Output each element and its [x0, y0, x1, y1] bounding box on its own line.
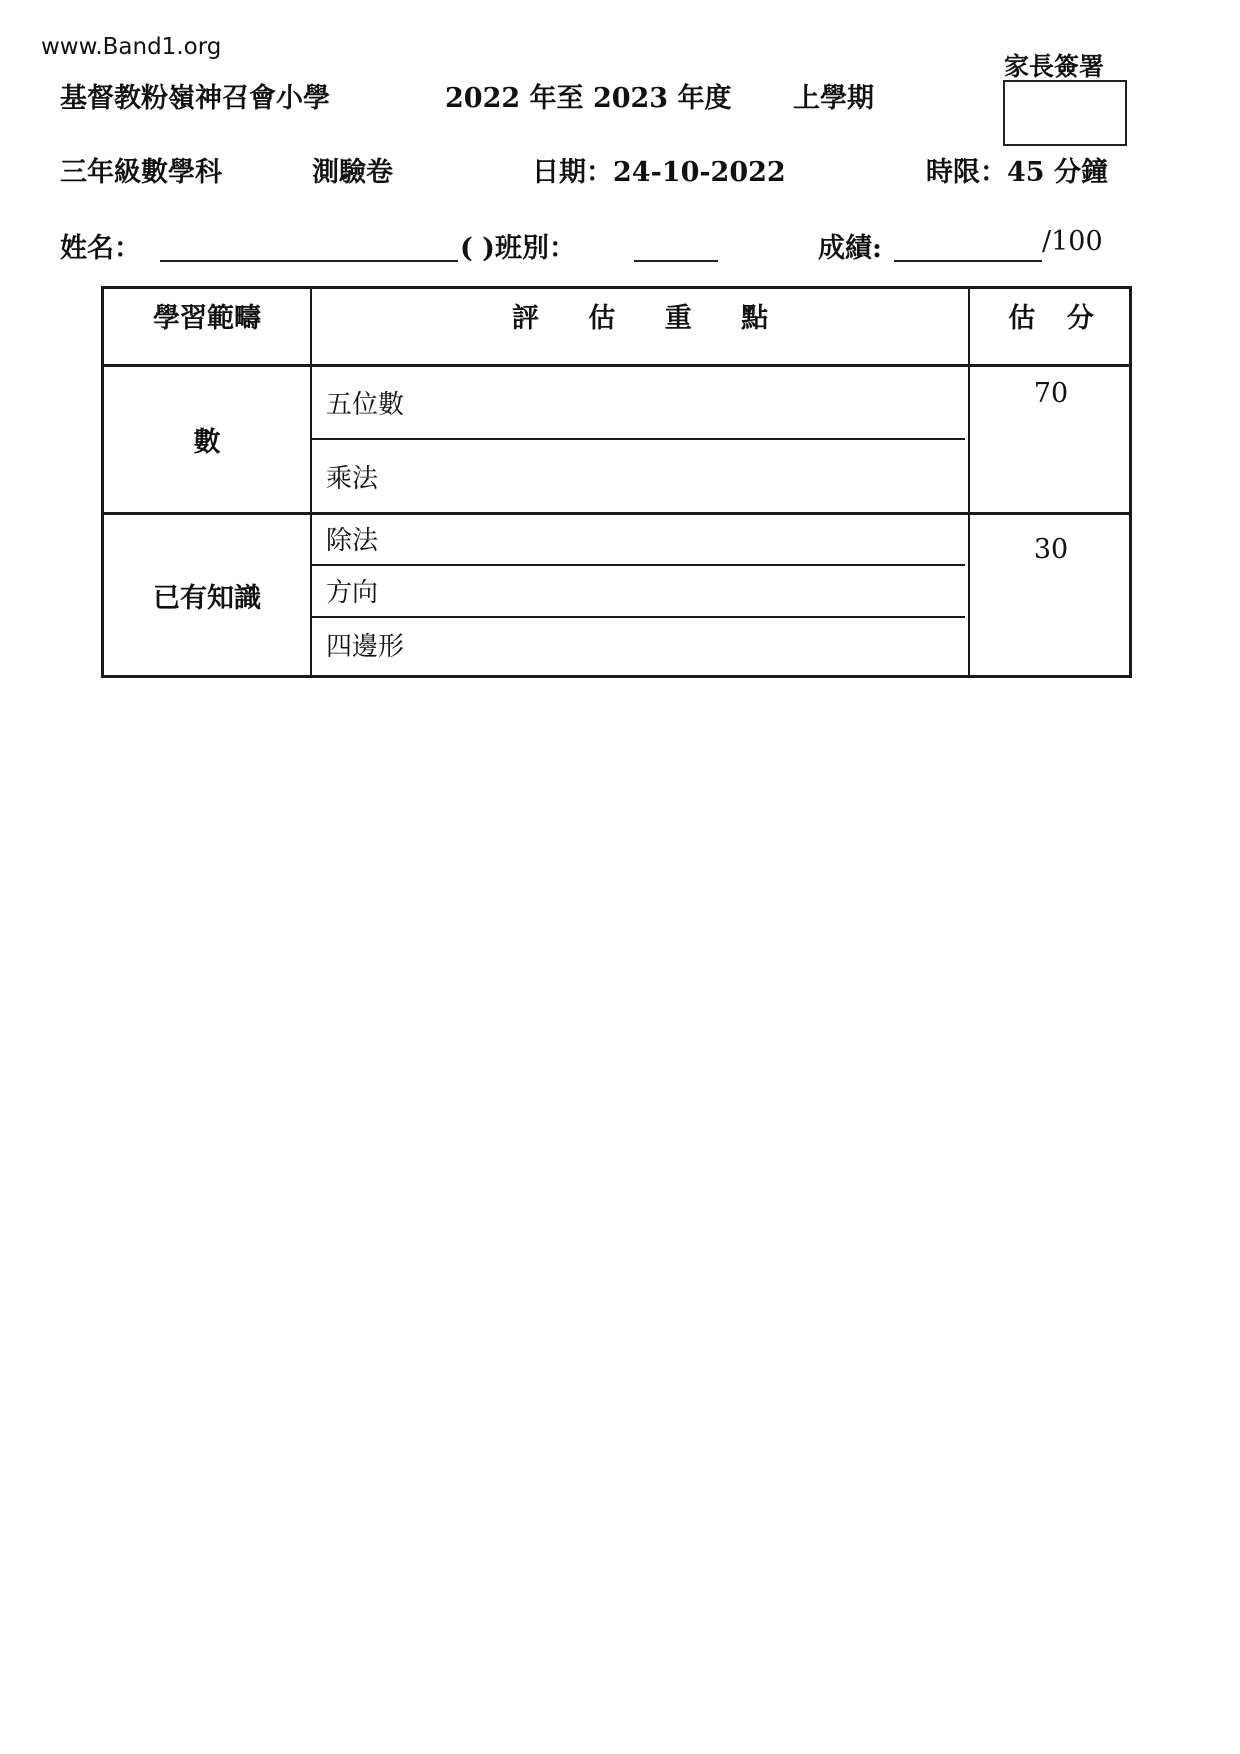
grade-subject: 三年級數學科: [60, 157, 222, 188]
watermark-text: www.Band1.org: [41, 34, 222, 60]
exam-date: 日期：24-10-2022: [532, 157, 786, 188]
column-divider: [968, 289, 970, 675]
focus-item: [312, 567, 968, 613]
focus-item-label: 四邊形: [326, 631, 405, 662]
header-marks: [970, 289, 1132, 341]
school-year: 2022 年至 2023 年度: [445, 83, 732, 114]
parent-signature-label: 家長簽署: [1004, 52, 1105, 81]
focus-item: [312, 619, 968, 669]
focus-item-label: 方向: [326, 577, 379, 608]
row-divider: [310, 616, 965, 618]
time-limit: 時限：45 分鐘: [926, 157, 1108, 188]
name-field[interactable]: [160, 260, 458, 262]
assessment-table: [101, 286, 1132, 678]
marks-value: 30: [1033, 533, 1069, 565]
focus-item: [312, 440, 968, 512]
focus-item: [312, 515, 968, 561]
name-label: 姓名：: [60, 233, 141, 264]
area-label: 已有知識: [153, 582, 261, 614]
score-total: /100: [1042, 226, 1103, 257]
area-cell: [104, 515, 310, 675]
class-number-label: ( )班別：: [460, 233, 576, 264]
parent-signature-box[interactable]: [1003, 80, 1127, 146]
score-field[interactable]: [894, 260, 1042, 262]
focus-item-label: 除法: [326, 525, 379, 556]
score-label: 成績:: [818, 233, 882, 264]
area-cell: [104, 366, 310, 512]
class-field[interactable]: [634, 260, 718, 262]
focus-item-label: 五位數: [326, 389, 405, 420]
area-label: 數: [193, 426, 221, 458]
paper-type: 測驗卷: [312, 157, 393, 188]
marks-value: 70: [1033, 377, 1069, 409]
focus-item: [312, 366, 968, 438]
header-focus: [312, 289, 968, 341]
header-area-label: 學習範疇: [153, 302, 261, 334]
marks-cell: [970, 373, 1132, 413]
header-focus-label: 評 估 重 點: [511, 302, 769, 334]
marks-cell: [970, 529, 1132, 569]
term: 上學期: [793, 83, 874, 114]
school-name: 基督教粉嶺神召會小學: [60, 83, 330, 114]
focus-item-label: 乘法: [326, 463, 379, 494]
header-marks-label: 估 分: [1008, 302, 1094, 334]
header-area: [104, 289, 310, 341]
row-divider: [310, 564, 965, 566]
